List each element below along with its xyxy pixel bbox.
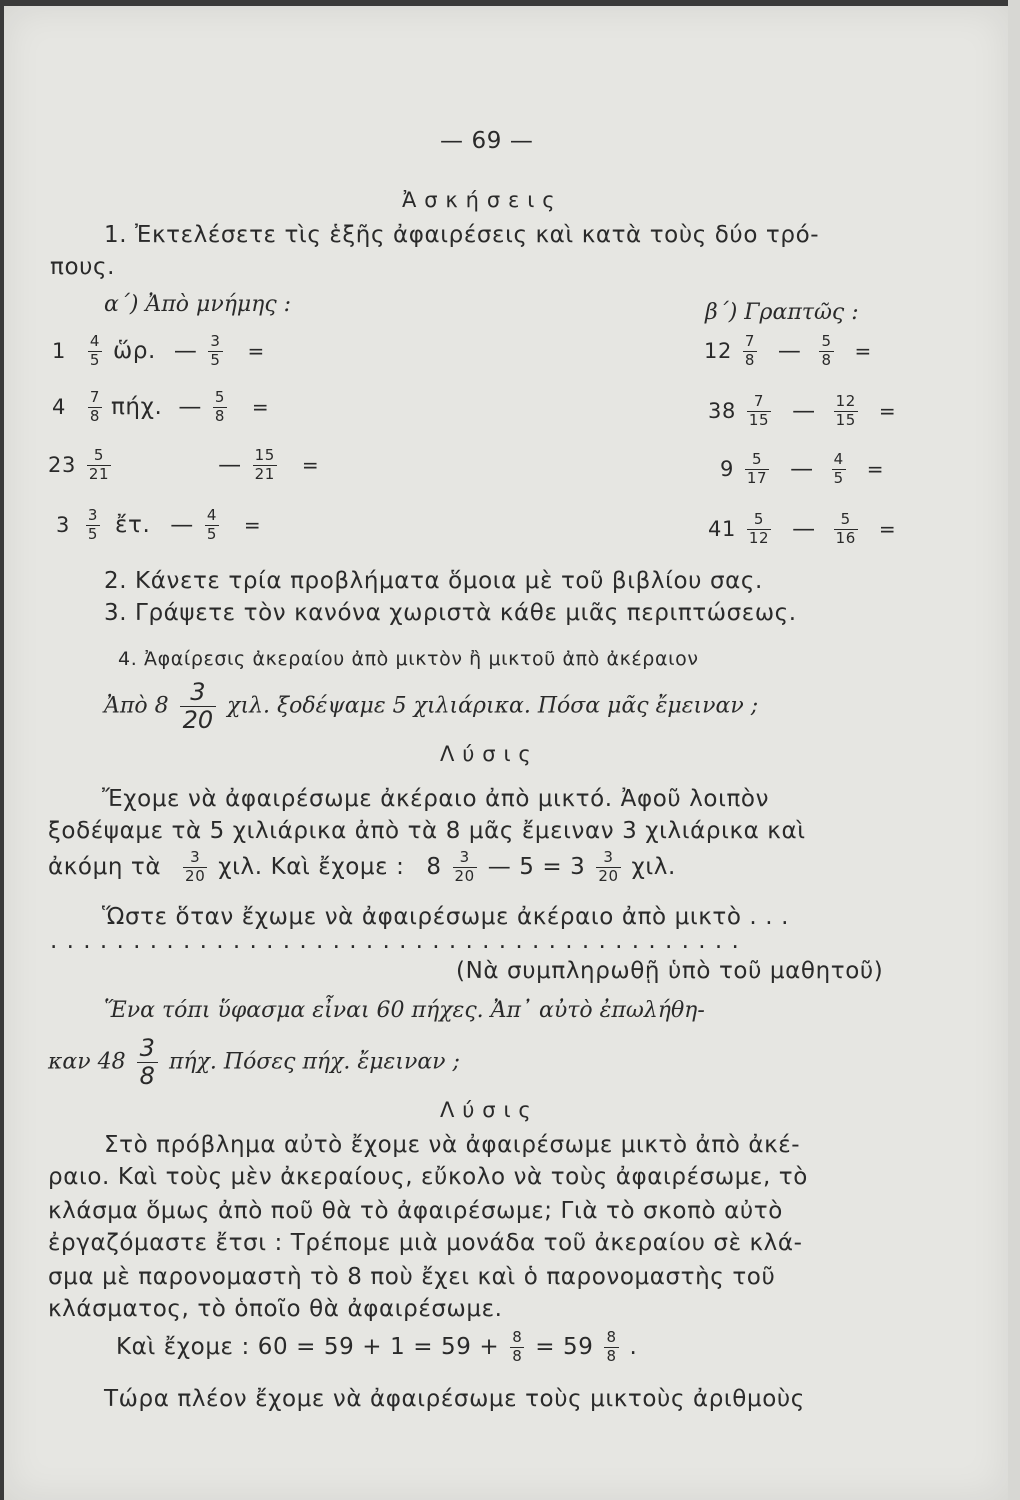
exercise-3: 3. Γράψετε τὸν κανόνα χωριστὰ κάθε μιᾶς περιπτώσεως. <box>104 600 797 626</box>
col-a-row-1: 1 $\frac{4}{5}$ ὥρ. — $\frac{3}{5}$ = <box>52 332 265 369</box>
solution-2-line4: ἐργαζόμαστε ἔτσι : Τρέπομε μιὰ μονάδα τοῦ ἀκεραίου σὲ κλά- <box>48 1230 803 1256</box>
fraction: $\frac{3}{20}$ <box>598 848 619 885</box>
fraction: $\frac{5}{8}$ <box>214 388 225 425</box>
exercise-2: 2. Κάνετε τρία προβλήματα ὅμοια μὲ τοῦ βιβλίου σας. <box>104 568 763 594</box>
solution-heading-2: Λ ύ σ ι ς <box>440 1098 532 1122</box>
solution-2-line3: κλάσμα ὅμως ἀπὸ ποῦ θὰ τὸ ἀφαιρέσωμε; Γιὰ τὸ σκοπὸ αὐτὸ <box>48 1198 783 1224</box>
fraction: $\frac{5}{16}$ <box>835 510 856 547</box>
page-edge <box>1008 0 1020 1500</box>
page-number: — 69 — <box>440 128 534 154</box>
fraction: $\frac{8}{8}$ <box>512 1328 523 1365</box>
column-b-heading: β΄) Γραπτῶς : <box>705 300 859 325</box>
fraction: $\frac{3}{5}$ <box>87 506 99 543</box>
col-b-row-2: 38 $\frac{7}{15}$ — $\frac{12}{15}$ = <box>708 392 897 429</box>
student-note: (Νὰ συμπληρωθῇ ὑπὸ τοῦ μαθητοῦ) <box>456 958 884 984</box>
solution-1-line4: Ὥστε ὅταν ἔχωμε νὰ ἀφαιρέσωμε ἀκέραιο ἀπὸ μικτὸ . . . <box>102 904 789 930</box>
col-a-row-2: 4 $\frac{7}{8}$ πήχ. — $\frac{5}{8}$ = <box>52 388 270 425</box>
solution-2-line1: Στὸ πρόβλημα αὐτὸ ἔχομε νὰ ἀφαιρέσωμε μικτὸ ἀπὸ ἀκέ- <box>104 1132 801 1158</box>
fraction: $\frac{15}{21}$ <box>254 446 275 483</box>
fraction: $\frac{7}{15}$ <box>748 392 770 429</box>
exercise-1-line2: πους. <box>50 254 116 280</box>
exercises-heading: Ἀ σ κ ή σ ε ι ς <box>402 188 556 212</box>
fraction: $\frac{8}{8}$ <box>606 1328 617 1365</box>
solution-1-line3: ἀκόμη τὰ $\frac{3}{20}$ χιλ. Καὶ ἔχομε : 8 $\frac{3}{20}$ — 5 = 3 $\frac{3}{20}$ χιλ. <box>48 848 676 885</box>
fraction: $\frac{12}{15}$ <box>835 392 856 429</box>
problem-1: Ἀπὸ 8 $\frac{3}{20}$ χιλ. ξοδέψαμε 5 χιλιάρικα. Πόσα μᾶς ἔμειναν ; <box>104 678 759 735</box>
solution-2-equation: Καὶ ἔχομε : 60 = 59 + 1 = 59 + $\frac{8}{8}$ = 59 $\frac{8}{8}$ . <box>116 1328 638 1365</box>
col-b-row-3: 9 $\frac{5}{17}$ — $\frac{4}{5}$ = <box>720 450 885 487</box>
fraction: $\frac{5}{21}$ <box>88 446 110 483</box>
fraction: $\frac{4}{5}$ <box>89 332 101 369</box>
fraction: $\frac{7}{8}$ <box>744 332 755 369</box>
fraction: $\frac{3}{20}$ <box>454 848 475 885</box>
fraction: $\frac{3}{8}$ <box>137 1036 158 1089</box>
fraction: $\frac{7}{8}$ <box>89 388 101 425</box>
problem-2-line1: Ἕνα τόπι ὕφασμα εἶναι 60 πήχες. Ἀπ᾽ αὐτὸ ἐπωλήθη- <box>104 998 705 1023</box>
fraction: $\frac{5}{12}$ <box>748 510 770 547</box>
column-a-heading: α΄) Ἀπὸ μνήμης : <box>104 292 292 317</box>
solution-heading-1: Λ ύ σ ι ς <box>440 742 532 766</box>
solution-2-line2: ραιο. Καὶ τοὺς μὲν ἀκεραίους, εὔκολο νὰ τοὺς ἀφαιρέσωμε, τὸ <box>48 1164 808 1190</box>
exercise-4: 4. Ἀφαίρεσις ἀκεραίου ἀπὸ μικτὸν ἢ μικτοῦ ἀπὸ ἀκέραιον <box>118 648 699 670</box>
exercise-1-line1: 1. Ἐκτελέσετε τὶς ἑξῆς ἀφαιρέσεις καὶ κατὰ τοὺς δύο τρό- <box>104 222 820 248</box>
problem-2-line2: καν 48 $\frac{3}{8}$ πήχ. Πόσες πήχ. ἔμειναν ; <box>48 1034 460 1091</box>
col-a-row-3: 23 $\frac{5}{21}$ — $\frac{15}{21}$ = <box>48 446 320 483</box>
col-b-row-4: 41 $\frac{5}{12}$ — $\frac{5}{16}$ = <box>708 510 897 547</box>
dotted-line: . . . . . . . . . . . . . . . . . . . . . . . . . . . . . . . . . . . . . . . . . . <box>50 928 740 954</box>
fraction: $\frac{3}{20}$ <box>180 680 217 733</box>
fraction: $\frac{5}{17}$ <box>746 450 768 487</box>
solution-2-last-line: Τώρα πλέον ἔχομε νὰ ἀφαιρέσωμε τοὺς μικτοὺς ἀριθμοὺς <box>104 1386 805 1412</box>
solution-1-line1: Ἔχομε νὰ ἀφαιρέσωμε ἀκέραιο ἀπὸ μικτό. Ἀφοῦ λοιπὸν <box>102 786 770 812</box>
solution-2-line6: κλάσματος, τὸ ὁποῖο θὰ ἀφαιρέσωμε. <box>48 1296 503 1322</box>
fraction: $\frac{3}{5}$ <box>210 332 221 369</box>
solution-2-line5: σμα μὲ παρονομαστὴ τὸ 8 ποὺ ἔχει καὶ ὁ παρονομαστὴς τοῦ <box>48 1264 776 1290</box>
col-b-row-1: 12 $\frac{7}{8}$ — $\frac{5}{8}$ = <box>704 332 872 369</box>
fraction: $\frac{5}{8}$ <box>821 332 832 369</box>
fraction: $\frac{4}{5}$ <box>206 506 217 543</box>
col-a-row-4: 3 $\frac{3}{5}$ ἔτ. — $\frac{4}{5}$ = <box>56 506 262 543</box>
solution-1-line2: ξοδέψαμε τὰ 5 χιλιάρικα ἀπὸ τὰ 8 μᾶς ἔμειναν 3 χιλιάρικα καὶ <box>48 818 806 844</box>
fraction: $\frac{4}{5}$ <box>833 450 844 487</box>
fraction: $\frac{3}{20}$ <box>185 848 206 885</box>
